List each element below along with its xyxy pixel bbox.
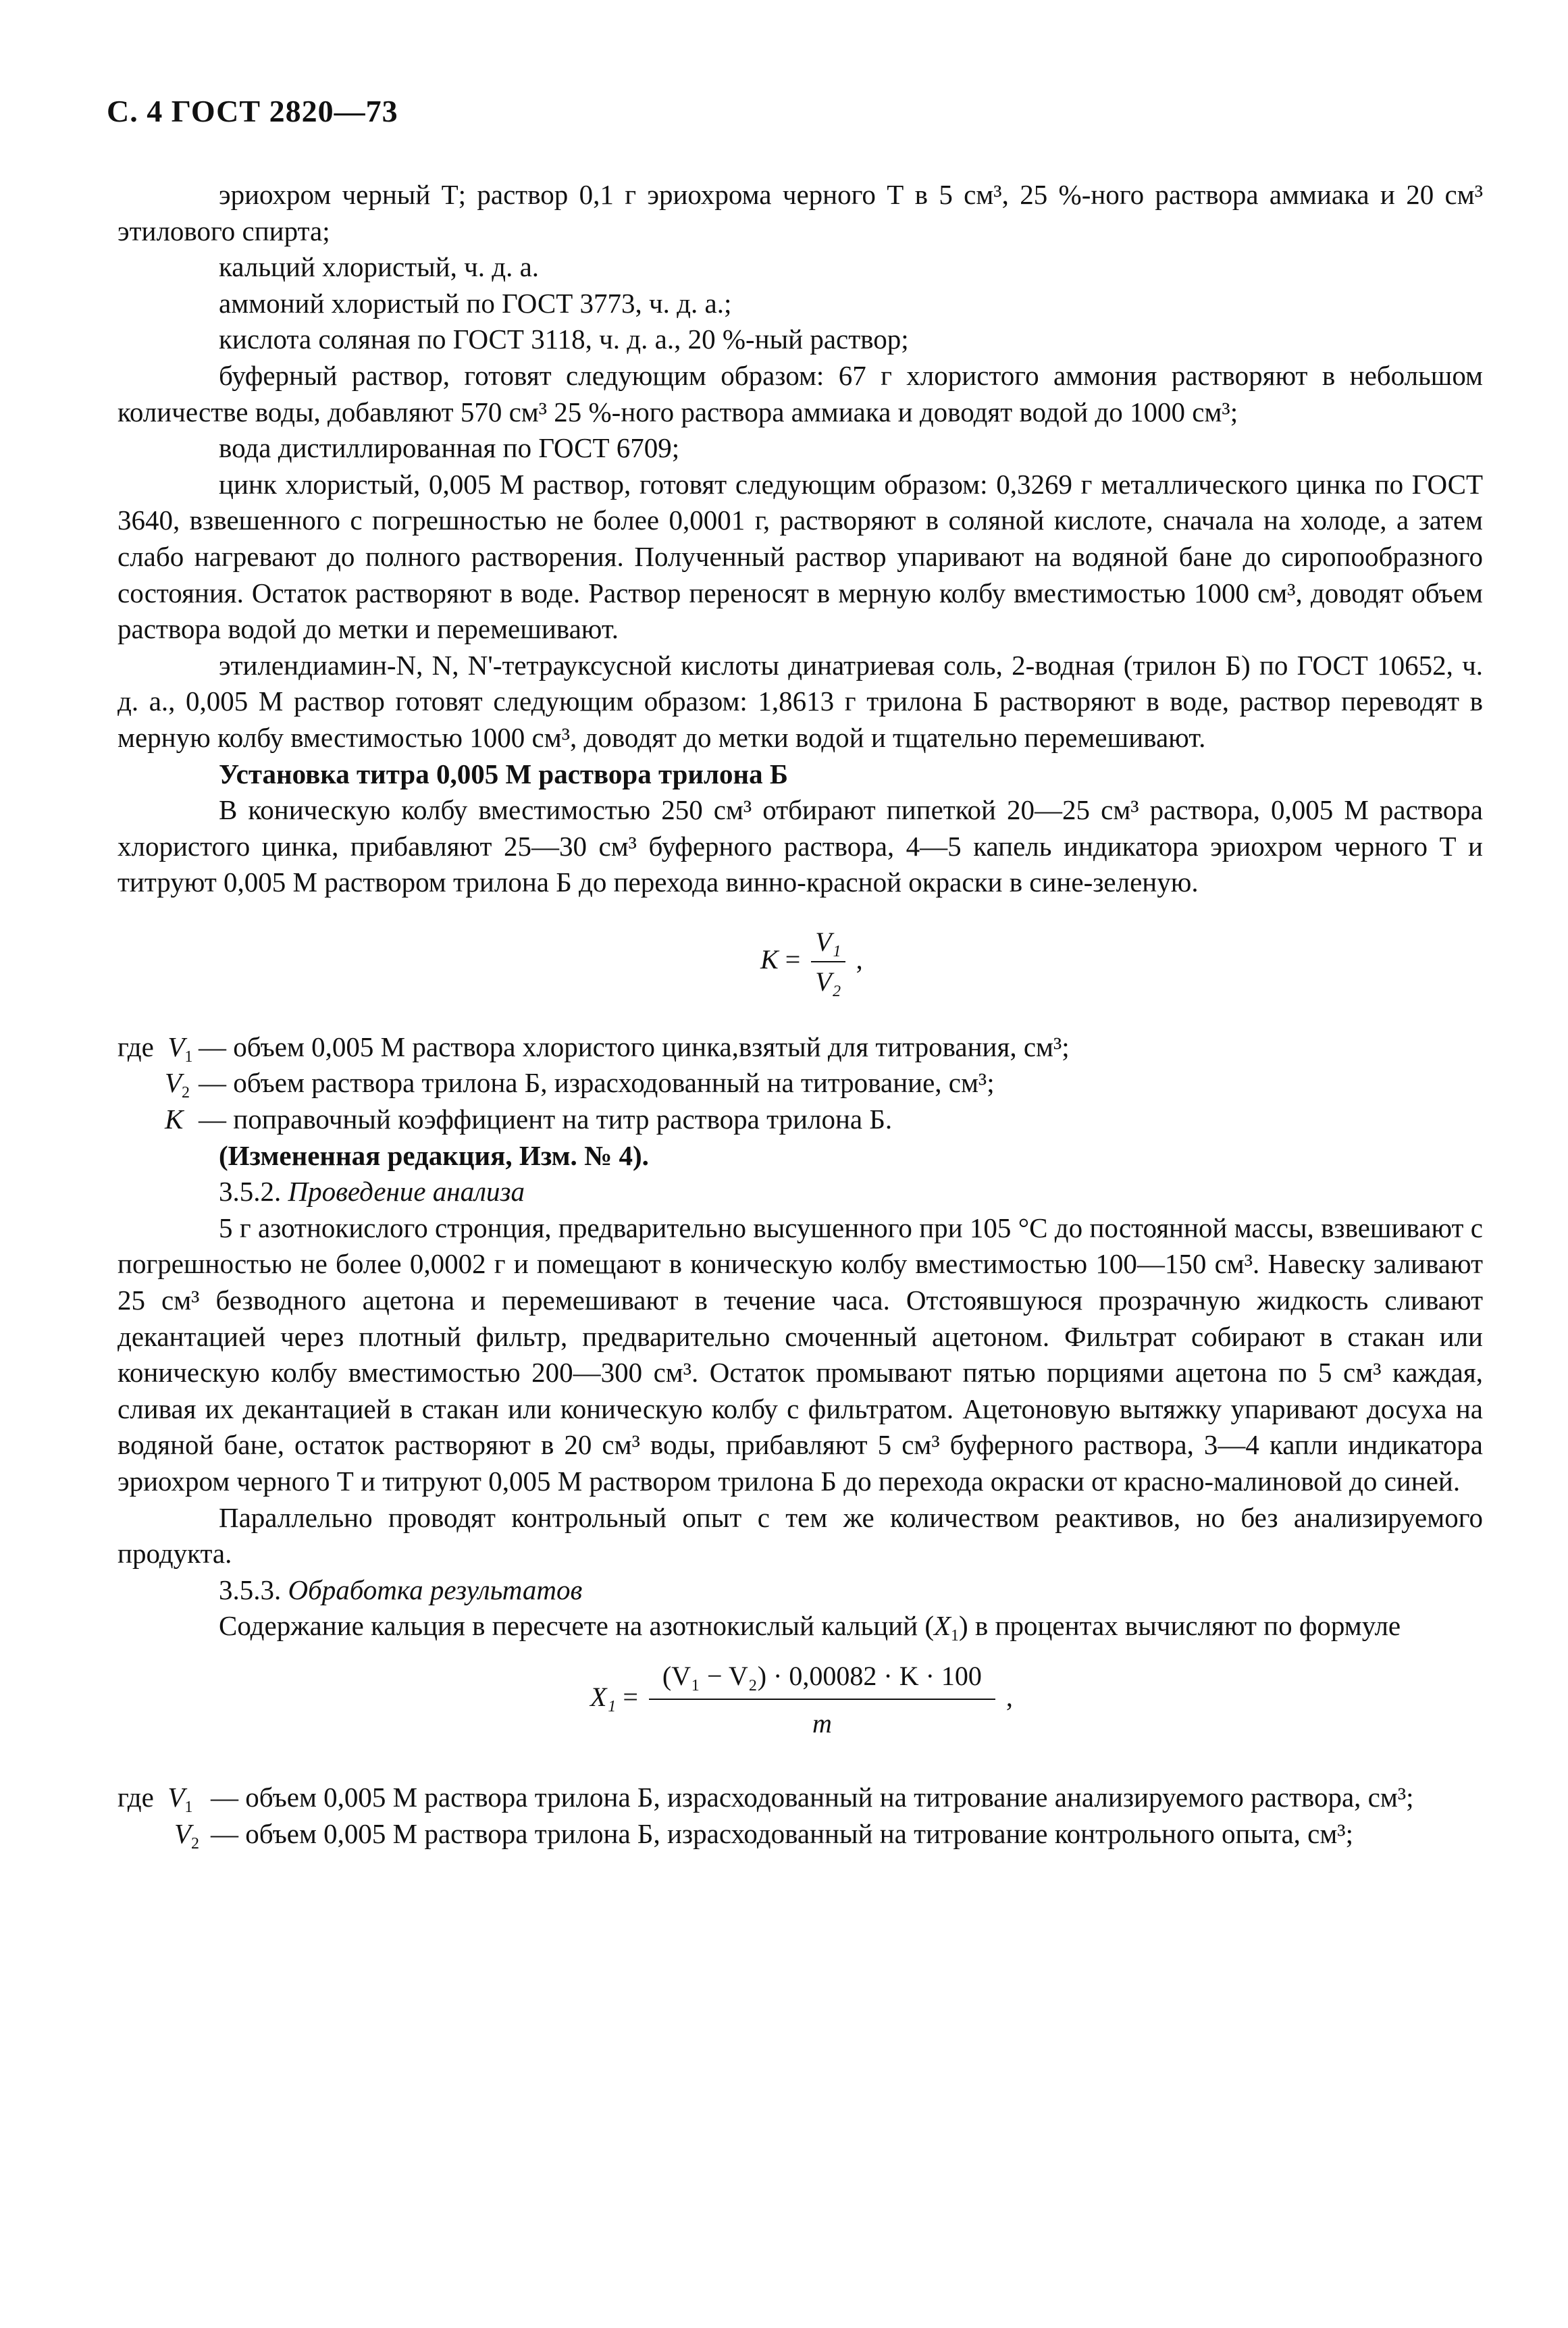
page-header: С. 4 ГОСТ 2820—73 xyxy=(107,94,398,128)
paragraph: В коническую колбу вместимостью 250 см³ отбирают пипеткой 20—25 см³ раствора, 0,005 М раствора хлористого цинка, прибавляют 25—30 см³ буферного раствора, 4—5 капель индикатора эриохром черного Т и титруют 0,005 М раствором трилона Б до перехода винно-красной окраски в сине-зеленую. xyxy=(117,794,1483,898)
where2-v1-text: — объем 0,005 М раствора трилона Б, израсходованный на титрование анализируемого раствора, см³; xyxy=(211,1781,1414,1813)
paragraph: этилендиамин-N, N, N'-тетрауксусной кислоты динатриевая соль, 2-водная (трилон Б) по ГОСТ 10652, ч. д. а., 0,005 М раствор готовят следующим образом: 1,8613 г трилона Б растворяют в воде, раствор переводят в мерную колбу вместимостью 1000 см³, доводят до метки водой и тщательно перемешивают. xyxy=(117,649,1483,753)
paragraph: аммоний хлористый по ГОСТ 3773, ч. д. а.; xyxy=(219,287,732,319)
where-block-2-v2 xyxy=(117,1816,1483,1853)
where-symbol-v2: $V_2$ xyxy=(165,1067,190,1102)
where-block-1-v2 xyxy=(117,1065,1483,1102)
formula-x1-fraction xyxy=(649,1658,995,1741)
where-block-1-k xyxy=(117,1102,1483,1138)
paragraph: вода дистиллированная по ГОСТ 6709; xyxy=(219,432,680,464)
formula-x1-numerator: (V₁ − V₂) · 0,00082 · K · 100 xyxy=(649,1658,995,1700)
formula-k xyxy=(117,901,1483,1029)
where-label-2: где $V_1$ xyxy=(117,1781,193,1816)
formula-k-fraction xyxy=(811,924,845,1000)
formula-x1-eq: = xyxy=(623,1681,638,1712)
paragraph: буферный раствор, готовят следующим образом: 67 г хлористого аммония растворяют в небольшом количестве воды, добавляют 570 см³ 25 %-ного раствора аммиака и доводят водой до 1000 см³; xyxy=(117,359,1483,428)
where-k-text: — поправочный коэффициент на титр раствора трилона Б. xyxy=(199,1104,893,1135)
where-label: где $V_1$ xyxy=(117,1031,193,1066)
formula-x1-lhs: X₁ xyxy=(590,1681,617,1712)
formula-x1 xyxy=(117,1645,1483,1780)
paragraph: эриохром черный Т; раствор 0,1 г эриохрома черного Т в 5 см³, 25 %-ного раствора аммиака и 20 см³ этилового спирта; xyxy=(117,179,1483,247)
paragraph: цинк хлористый, 0,005 М раствор, готовят следующим образом: 0,3269 г металлического цинка по ГОСТ 3640, взвешенного с погрешностью не более 0,0001 г, растворяют в соляной кислоте, сначала на холоде, а затем слабо нагревают до полного растворения. Полученный раствор упаривают на водяной бане до сиропообразного состояния. Остаток растворяют в воде. Раствор переносят в мерную колбу вместимостью 1000 см³, доводят объем раствора водой до метки и перемешивают. xyxy=(117,468,1483,645)
formula-k-denominator: V₂ xyxy=(815,966,841,998)
subsection-heading-353: 3.5.3. Обработка результатов xyxy=(219,1574,583,1605)
formula-k-eq: = xyxy=(785,943,801,975)
revision-note: (Измененная редакция, Изм. № 4). xyxy=(219,1139,649,1171)
where-v1-text: — объем 0,005 М раствора хлористого цинка,взятый для титрования, см³; xyxy=(199,1031,1070,1062)
formula-x1-denominator: m xyxy=(812,1707,832,1738)
section-heading: Установка титра 0,005 М раствора трилона Б xyxy=(219,758,789,790)
paragraph: кислота соляная по ГОСТ 3118, ч. д. а., 20 %-ный раствор; xyxy=(219,324,909,355)
formula-k-numerator: V₁ xyxy=(811,924,845,963)
where-block-2 xyxy=(117,1780,1483,1816)
paragraph: Содержание кальция в пересчете на азотнокислый кальций $(X_1)$ в процентах вычисляют по формуле xyxy=(219,1610,1401,1645)
where-block-1 xyxy=(117,1029,1483,1066)
subsection-heading-352: 3.5.2. Проведение анализа xyxy=(219,1176,525,1208)
paragraph: Параллельно проводят контрольный опыт с тем же количеством реактивов, но без анализируемого продукта. xyxy=(117,1501,1483,1570)
where2-v2-text: — объем 0,005 М раствора трилона Б, израсходованный на титрование контрольного опыта, см³; xyxy=(211,1817,1353,1849)
where-symbol-k: K xyxy=(165,1104,184,1135)
formula-x1-tail: , xyxy=(1005,1681,1013,1712)
document-body xyxy=(117,177,1483,1852)
where2-symbol-v2: $V_2$ xyxy=(174,1817,200,1853)
formula-k-lhs: K xyxy=(760,943,779,975)
formula-k-tail: , xyxy=(856,943,863,975)
where-v2-text: — объем раствора трилона Б, израсходованный на титрование, см³; xyxy=(199,1067,995,1099)
paragraph: 5 г азотнокислого стронция, предварительно высушенного при 105 °С до постоянной массы, взвешивают с погрешностью не более 0,0002 г и помещают в коническую колбу вместимостью 100—150 см³. Навеску заливают 25 см³ безводного ацетона и перемешивают в течение часа. Отстоявшуюся прозрачную жидкость сливают декантацией через плотный фильтр, предварительно смоченный ацетоном. Фильтрат собирают в стакан или коническую колбу вместимостью 200—300 см³. Остаток промывают пятью порциями ацетона по 5 см³ каждая, сливая их декантацией в стакан или коническую колбу с фильтратом. Ацетоновую вытяжку упаривают досуха на водяной бане, остаток растворяют в 20 см³ воды, прибавляют 5 см³ буферного раствора, 3—4 капли индикатора эриохром черного Т и титруют 0,005 М раствором трилона Б до перехода окраски от красно-малиновой до синей. xyxy=(117,1212,1483,1497)
paragraph: кальций хлористый, ч. д. а. xyxy=(219,251,540,283)
